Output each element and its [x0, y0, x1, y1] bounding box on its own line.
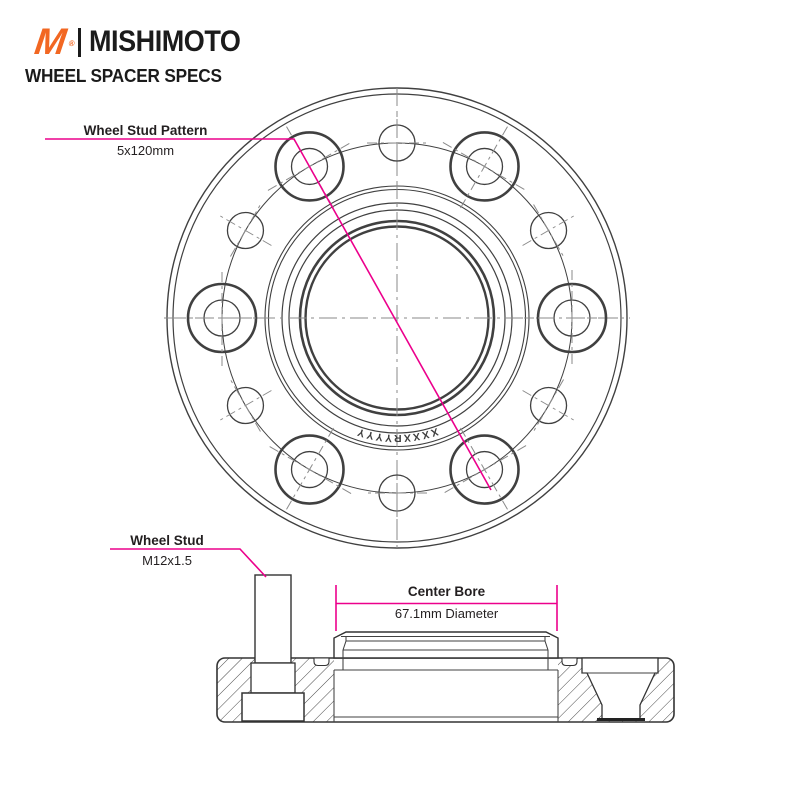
- registered-mark: ®: [68, 39, 74, 48]
- stud-hole: [174, 270, 270, 366]
- hub-lip: [334, 632, 558, 722]
- stud-hole: [443, 125, 526, 208]
- center-bore-value: 67.1mm Diameter: [394, 606, 499, 621]
- pilot-hole: [367, 113, 427, 173]
- face-groove-left: [314, 658, 329, 666]
- stud-pattern-label: Wheel Stud Pattern: [83, 123, 208, 138]
- pilot-hole: [219, 380, 271, 432]
- wheel-stud-label: Wheel Stud: [130, 533, 204, 548]
- brand-block: [25, 21, 257, 87]
- pilot-hole: [219, 205, 271, 257]
- stud-hole: [443, 428, 526, 511]
- logo-divider: [78, 28, 81, 57]
- stud-hole: [524, 270, 620, 366]
- wheel-stud-side: [242, 575, 304, 721]
- face-groove-right: [562, 658, 577, 666]
- pilot-hole: [523, 205, 575, 257]
- wheel-stud-value: M12x1.5: [142, 553, 192, 568]
- stud-hole: [268, 428, 351, 511]
- stud-pattern-value: 5x120mm: [116, 143, 175, 158]
- mishimoto-m-icon: M ®: [32, 21, 74, 62]
- engraving-text: XXXXRYYYY: [354, 425, 440, 444]
- pilot-hole: [367, 463, 427, 523]
- page-title: WHEEL SPACER SPECS: [25, 65, 222, 86]
- center-bore-label: Center Bore: [407, 584, 486, 599]
- brand-name: MISHIMOTO: [88, 25, 241, 58]
- pilot-hole: [523, 380, 575, 432]
